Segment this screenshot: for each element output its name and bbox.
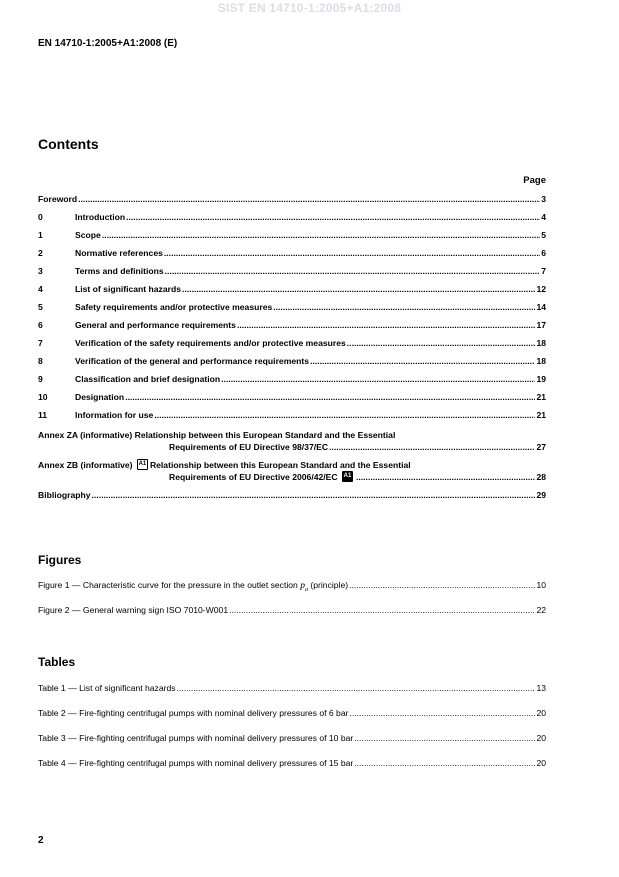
toc-entry-annex-zb[interactable] [38,459,546,483]
toc-page: 14 [536,302,546,312]
toc-page: 17 [536,320,546,330]
toc-page: 4 [541,212,546,222]
watermark-text: SIST EN 14710-1:2005+A1:2008 [217,1,402,15]
toc-number: 9 [38,374,43,384]
page-column-header: Page [523,175,546,186]
figure-symbol: p [300,581,305,591]
leader-dots [154,409,535,421]
leader-dots [102,229,540,241]
table-page: 20 [536,733,546,743]
annex-za-line1: Annex ZA (informative) Relationship between this European Standard and the Essential [38,430,396,440]
toc-title: Verification of the safety requirements and/or protective measures [75,338,346,348]
figure-entry[interactable] [38,604,546,616]
leader-dots [329,441,535,453]
table-entry[interactable] [38,757,546,769]
toc-number: 1 [38,230,43,240]
tables-heading: Tables [38,655,76,669]
leader-dots [273,301,535,313]
toc-entry-introduction[interactable] [38,211,546,223]
toc-title: Introduction [75,212,126,222]
toc-page: 3 [541,194,546,204]
figure-page: 10 [536,580,546,590]
toc-entry-verification-general[interactable] [38,355,546,367]
toc-number: 11 [38,410,48,420]
toc-entry-terms-and-definitions[interactable] [38,265,546,277]
toc-title: List of significant hazards [75,284,182,294]
toc-title: Terms and definitions [75,266,164,276]
leader-dots [229,604,535,616]
toc-title: Verification of the general and performance requirements [75,356,310,366]
toc-entry-normative-references[interactable] [38,247,546,259]
toc-entry-designation[interactable] [38,391,546,403]
table-entry[interactable] [38,707,546,719]
annex-za-line2: Requirements of EU Directive 98/37/EC [169,442,329,452]
toc-page: 18 [536,356,546,366]
toc-number: 2 [38,248,43,258]
leader-dots [92,489,536,501]
table-page: 20 [536,758,546,768]
toc-page: 21 [536,392,546,402]
toc-entry-annex-za[interactable] [38,429,546,453]
leader-dots [177,682,536,694]
toc-title: Scope [75,230,101,240]
toc-title: Information for use [75,410,154,420]
toc-page: 6 [541,248,546,258]
figure-symbol-subscript: a [304,586,308,593]
table-title: Table 2 — Fire-fighting centrifugal pumps with nominal delivery pressures of 6 bar [38,708,349,718]
toc-number: 3 [38,266,43,276]
figure-entry[interactable] [38,579,546,591]
leader-dots [354,757,535,769]
annex-zb-line1: Relationship between this European Standard and the Essential [149,460,411,470]
toc-number: 4 [38,284,43,294]
toc-page: 5 [541,230,546,240]
toc-entry-foreword[interactable] [38,193,546,205]
table-entry[interactable] [38,732,546,744]
leader-dots [221,373,535,385]
toc-page: 21 [536,410,546,420]
leader-dots [126,211,540,223]
toc-number: 6 [38,320,43,330]
toc-title: Foreword [38,194,78,204]
table-title: Table 3 — Fire-fighting centrifugal pumps with nominal delivery pressures of 10 bar [38,733,354,743]
toc-page: 27 [536,442,546,452]
toc-entry-classification[interactable] [38,373,546,385]
amendment-start-icon: A1 [137,459,148,470]
leader-dots [349,707,535,719]
leader-dots [354,732,535,744]
toc-entry-bibliography[interactable] [38,489,546,501]
table-page: 13 [536,683,546,693]
leader-dots [182,283,535,295]
toc-title: Designation [75,392,125,402]
toc-page: 19 [536,374,546,384]
toc-number: 0 [38,212,43,222]
figure-title-suffix: (principle) [307,580,349,590]
table-title: Table 4 — Fire-fighting centrifugal pumps with nominal delivery pressures of 15 bar [38,758,354,768]
table-entry[interactable] [38,682,546,694]
toc-title: Classification and brief designation [75,374,221,384]
leader-dots [310,355,535,367]
leader-dots [237,319,535,331]
toc-number: 8 [38,356,43,366]
leader-dots [164,247,540,259]
leader-dots [347,337,536,349]
toc-entry-information-for-use[interactable] [38,409,546,421]
figure-title: Figure 2 — General warning sign ISO 7010-W001 [38,605,229,615]
toc-entry-safety-requirements[interactable] [38,301,546,313]
page-number: 2 [38,835,44,846]
leader-dots [349,579,535,591]
contents-heading: Contents [38,136,99,152]
table-page: 20 [536,708,546,718]
toc-entry-hazards[interactable] [38,283,546,295]
toc-page: 29 [536,490,546,500]
amendment-end-icon: A1 [342,471,353,482]
annex-zb-prefix: Annex ZB (informative) [38,460,133,470]
toc-title: Normative references [75,248,163,258]
toc-entry-verification-safety[interactable] [38,337,546,349]
toc-title: Safety requirements and/or protective measures [75,302,273,312]
document-id: EN 14710-1:2005+A1:2008 (E) [38,38,178,49]
toc-number: 10 [38,392,48,402]
leader-dots [78,193,540,205]
figures-heading: Figures [38,553,82,567]
leader-dots [125,391,535,403]
table-title: Table 1 — List of significant hazards [38,683,176,693]
toc-page: 12 [536,284,546,294]
annex-zb-line2: Requirements of EU Directive 2006/42/EC [169,472,338,482]
toc-number: 5 [38,302,43,312]
toc-title: Bibliography [38,490,91,500]
toc-entry-general-requirements[interactable] [38,319,546,331]
toc-entry-scope[interactable] [38,229,546,241]
toc-number: 7 [38,338,43,348]
toc-title: General and performance requirements [75,320,236,330]
toc-page: 18 [536,338,546,348]
figure-page: 22 [536,605,546,615]
toc-page: 28 [536,472,546,482]
leader-dots [356,471,535,483]
leader-dots [165,265,541,277]
toc-page: 7 [541,266,546,276]
figure-title: Figure 1 — Characteristic curve for the pressure in the outlet section [38,580,301,590]
